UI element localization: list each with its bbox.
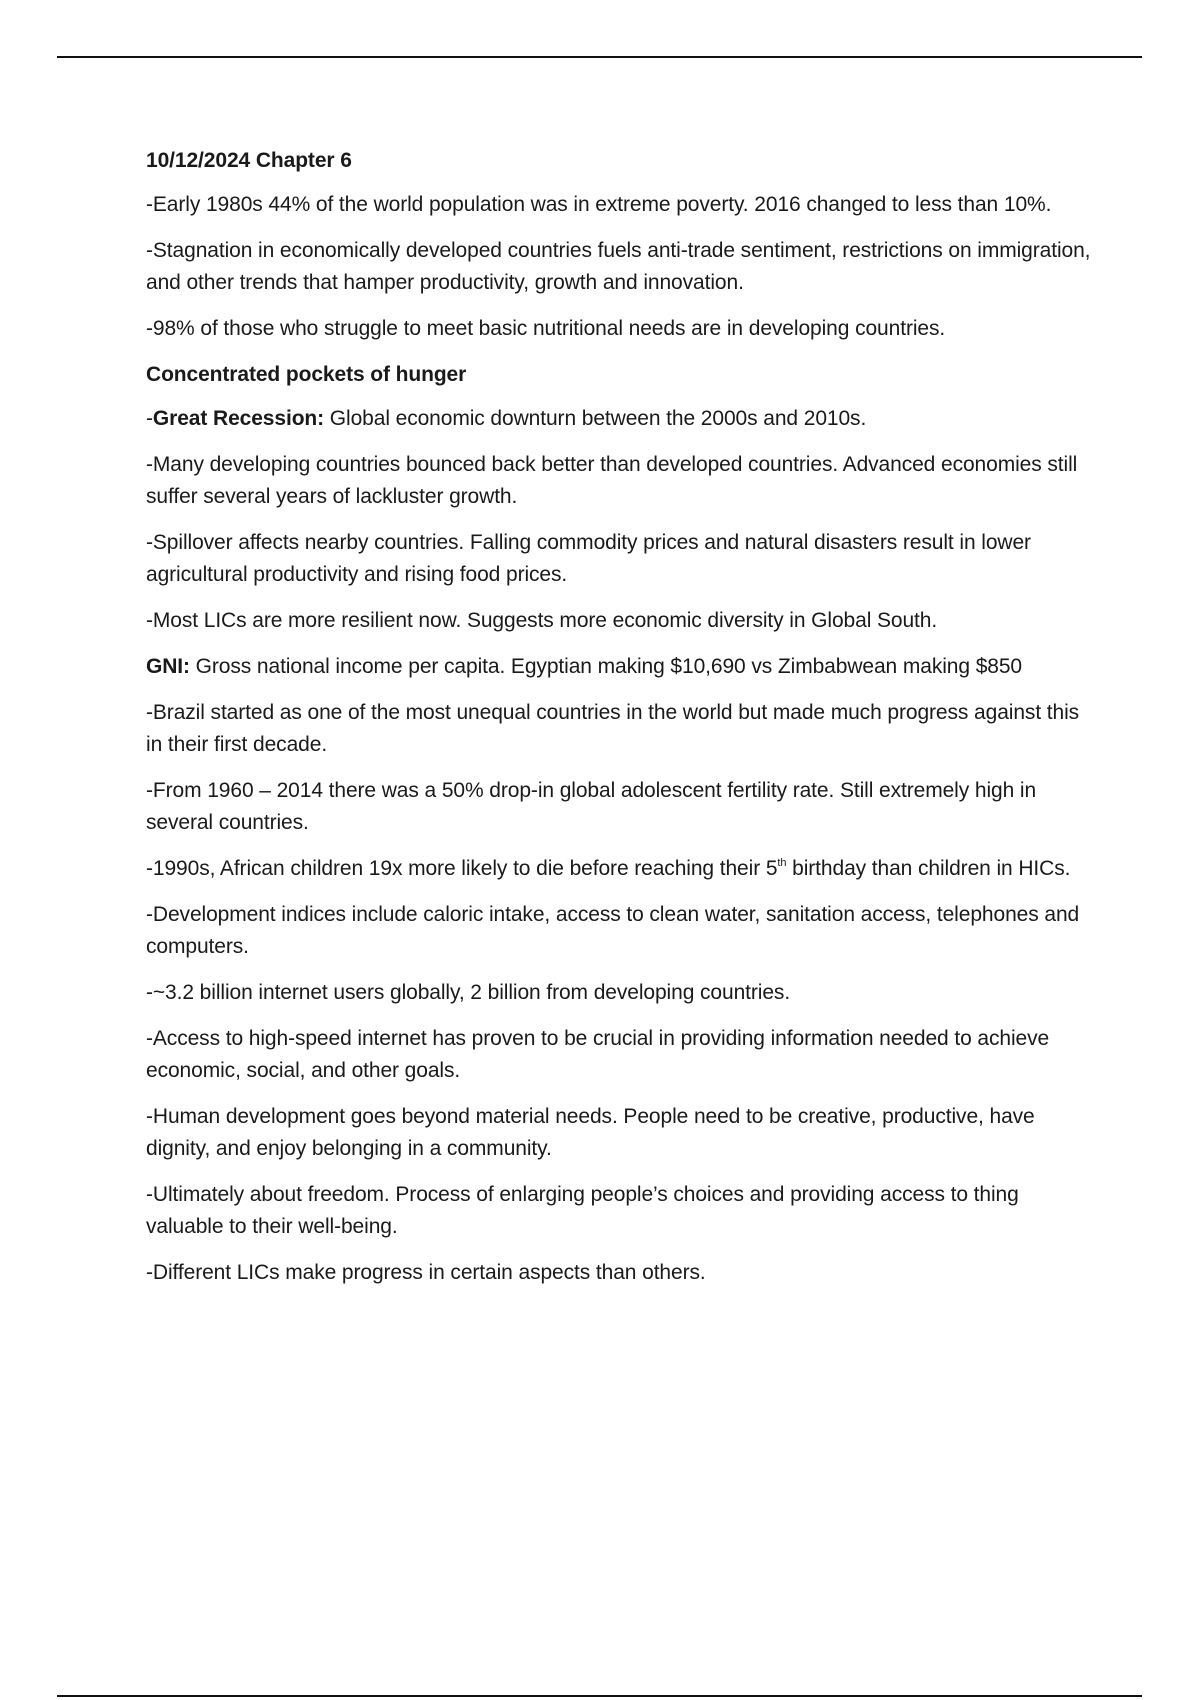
- paragraph: -Brazil started as one of the most unequal countries in the world but made much progress against this in their first decade.: [146, 701, 1080, 756]
- paragraph: -Many developing countries bounced back better than developed countries. Advanced economies still suffer several years of lackluster growth.: [146, 453, 1078, 508]
- paragraph-text: -1990s, African children 19x more likely to die before reaching their 5: [146, 857, 778, 880]
- paragraph: -Ultimately about freedom. Process of enlarging people’s choices and providing access to thing valuable to their well-being.: [146, 1183, 1019, 1238]
- document-body: [146, 145, 1096, 1303]
- term-gni: GNI:: [146, 655, 190, 678]
- paragraph: -Human development goes beyond material needs. People need to be creative, productive, have dignity, and enjoy belonging in a community.: [146, 1105, 1035, 1160]
- paragraph: -98% of those who struggle to meet basic nutritional needs are in developing countries.: [146, 317, 946, 340]
- header-rule: [57, 56, 1142, 58]
- definition-text: Gross national income per capita. Egyptian making $10,690 vs Zimbabwean making $850: [189, 655, 1023, 678]
- paragraph: [146, 651, 1096, 683]
- definition-text: Global economic downturn between the 2000s and 2010s.: [324, 407, 867, 430]
- term-great-recession: Great Recession:: [152, 407, 325, 430]
- section-heading: Concentrated pockets of hunger: [146, 363, 467, 386]
- paragraph: -Spillover affects nearby countries. Falling commodity prices and natural disasters result in lower agricultural productivity and rising food prices.: [146, 531, 1031, 586]
- paragraph-text: birthday than children in HICs.: [786, 857, 1071, 880]
- paragraph: -Early 1980s 44% of the world population was in extreme poverty. 2016 changed to less than 10%.: [146, 193, 1052, 216]
- paragraph-prefix: -: [146, 407, 153, 430]
- paragraph: [146, 853, 1096, 885]
- paragraph: -Access to high-speed internet has proven to be crucial in providing information needed to achieve economic, social, and other goals.: [146, 1027, 1050, 1082]
- paragraph: -Development indices include caloric intake, access to clean water, sanitation access, telephones and computers.: [146, 903, 1080, 958]
- paragraph: -Most LICs are more resilient now. Suggests more economic diversity in Global South.: [146, 609, 938, 632]
- ordinal-suffix: th: [777, 857, 787, 869]
- paragraph: [146, 403, 1096, 435]
- paragraph: -~3.2 billion internet users globally, 2 billion from developing countries.: [146, 981, 791, 1004]
- footer-rule: [57, 1695, 1142, 1697]
- paragraph: -From 1960 – 2014 there was a 50% drop-in global adolescent fertility rate. Still extremely high in several countries.: [146, 779, 1037, 834]
- page-title: 10/12/2024 Chapter 6: [146, 149, 352, 172]
- paragraph: -Stagnation in economically developed countries fuels anti-trade sentiment, restrictions on immigration, and other trends that hamper productivity, growth and innovation.: [146, 239, 1091, 294]
- paragraph: -Different LICs make progress in certain aspects than others.: [146, 1261, 706, 1284]
